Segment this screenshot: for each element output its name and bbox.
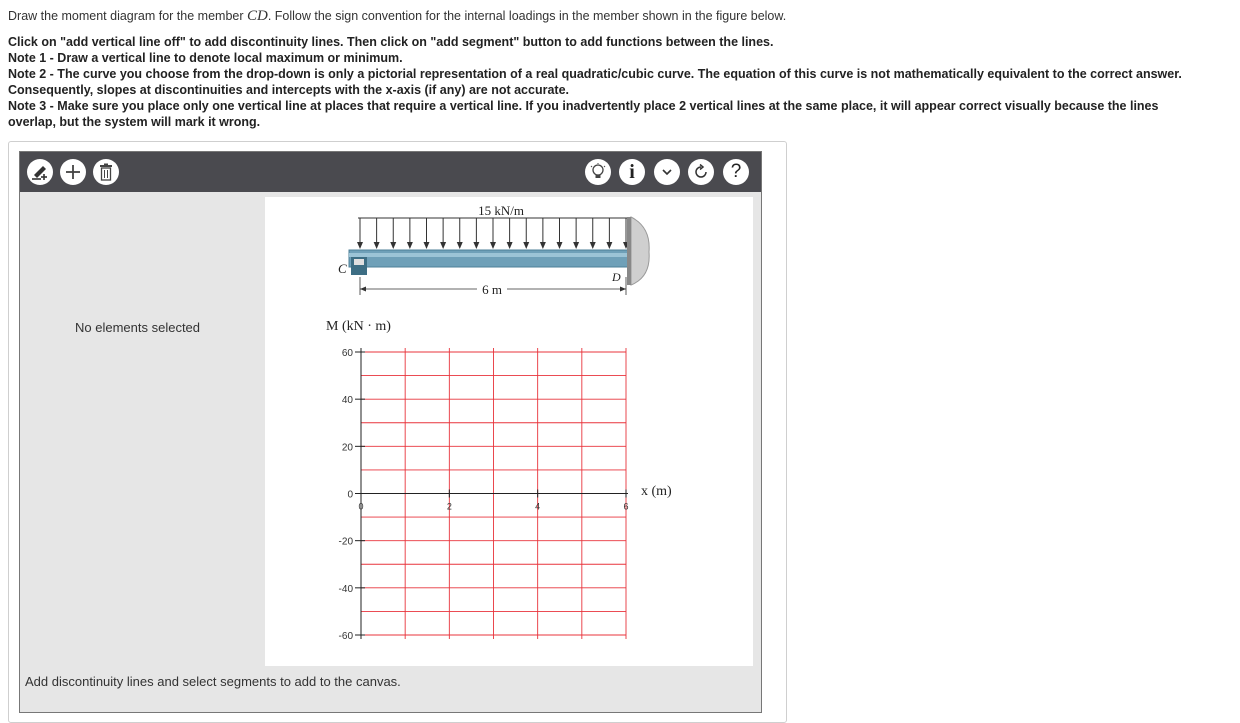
reset-button[interactable] <box>688 159 714 185</box>
x-tick-label: 2 <box>446 501 452 512</box>
help-button[interactable] <box>723 159 749 185</box>
x-tick-label: 6 <box>623 501 629 512</box>
info-button[interactable] <box>619 159 645 185</box>
beam-figure <box>338 203 649 297</box>
end-c-label: C <box>338 261 347 276</box>
load-arrow-head <box>540 242 546 249</box>
beam <box>349 250 629 267</box>
question-prefix: Draw the moment diagram for the member <box>8 9 247 23</box>
y-tick-label: -20 <box>338 536 353 548</box>
length-label: 6 m <box>482 282 502 297</box>
info-icon: i <box>629 160 635 183</box>
toolbar <box>20 152 761 192</box>
member-name: CD <box>246 8 268 24</box>
note-2-line-b: Consequently, slopes at discontinuities and intercepts with the x-axis (if any) are not accurate. <box>8 83 570 97</box>
drawing-canvas[interactable] <box>265 197 753 666</box>
add-vertical-line-button[interactable] <box>27 159 53 185</box>
footer-message: Add discontinuity lines and select segments to add to the canvas. <box>25 674 401 689</box>
question-suffix: . Follow the sign convention for the internal loadings in the member shown in the figure below. <box>267 9 787 23</box>
load-arrow-head <box>590 242 596 249</box>
x-tick-label: 0 <box>358 501 364 512</box>
add-vertical-line-icon <box>30 162 50 182</box>
selection-status: No elements selected <box>75 320 201 335</box>
load-arrow-head <box>507 242 513 249</box>
load-arrow-head <box>390 242 396 249</box>
add-segment-button[interactable] <box>60 159 86 185</box>
drawing-tool <box>19 151 762 713</box>
delete-icon <box>98 163 114 181</box>
note-2-line-a: Note 2 - The curve you choose from the drop-down is only a pictorial representation of a real quadratic/cubic curve. The equation of this curve is not mathematically equivalent to the correct answer. <box>8 67 1182 81</box>
load-arrow-head <box>523 242 529 249</box>
load-arrow-head <box>473 242 479 249</box>
end-d-label: D <box>612 270 621 284</box>
x-axis-label: x (m) <box>641 484 672 499</box>
tick-labels <box>339 348 629 642</box>
y-tick-label: 60 <box>341 348 353 359</box>
note-1: Note 1 - Draw a vertical line to denote local maximum or minimum. <box>8 51 403 65</box>
y-tick-label: 40 <box>341 395 353 407</box>
load-arrow-head <box>490 242 496 249</box>
question-text <box>8 8 786 24</box>
end-label-plate <box>354 259 364 265</box>
load-arrow-head <box>407 242 413 249</box>
load-arrow-head <box>357 242 363 249</box>
reset-icon <box>692 163 710 181</box>
delete-button[interactable] <box>93 159 119 185</box>
fixed-wall-support <box>631 217 649 285</box>
beam-highlight <box>349 253 629 257</box>
load-arrow-head <box>557 242 563 249</box>
y-tick-label: -40 <box>338 583 353 595</box>
hint-button[interactable] <box>585 159 611 185</box>
dimension-arrow-right <box>620 287 626 292</box>
y-tick-label: 0 <box>347 489 353 501</box>
load-arrow-head <box>606 242 612 249</box>
load-arrow-head <box>457 242 463 249</box>
dimension-arrow-left <box>360 287 366 292</box>
load-arrow-head <box>374 242 380 249</box>
load-arrow-head <box>424 242 430 249</box>
note-3-line-b: overlap, but the system will mark it wrong. <box>8 115 261 129</box>
hint-icon <box>588 162 608 182</box>
chevron-down-icon <box>660 165 674 179</box>
add-segment-icon <box>64 163 82 181</box>
note-3-line-a: Note 3 - Make sure you place only one vertical line at places that require a vertical line. If you inadvertently place 2 vertical lines at the same place, it will appear correct visually because the lines <box>8 99 1159 113</box>
moment-axes <box>361 348 628 639</box>
wall-edge <box>627 217 631 285</box>
x-tick-label: 4 <box>535 501 541 512</box>
load-arrows <box>357 218 629 249</box>
y-tick-label: -60 <box>338 631 353 642</box>
dropdown-button[interactable] <box>654 159 680 185</box>
distributed-load-label: 15 kN/m <box>478 203 524 218</box>
load-arrow-head <box>440 242 446 249</box>
instruction-line-1: Click on "add vertical line off" to add discontinuity lines. Then click on "add segment" button to add functions between the lines. <box>8 35 774 49</box>
help-icon: ? <box>730 161 742 182</box>
load-arrow-head <box>573 242 579 249</box>
y-tick-label: 20 <box>341 442 353 454</box>
figure-svg <box>265 197 753 666</box>
y-axis-label: M (kN · m) <box>326 319 391 334</box>
